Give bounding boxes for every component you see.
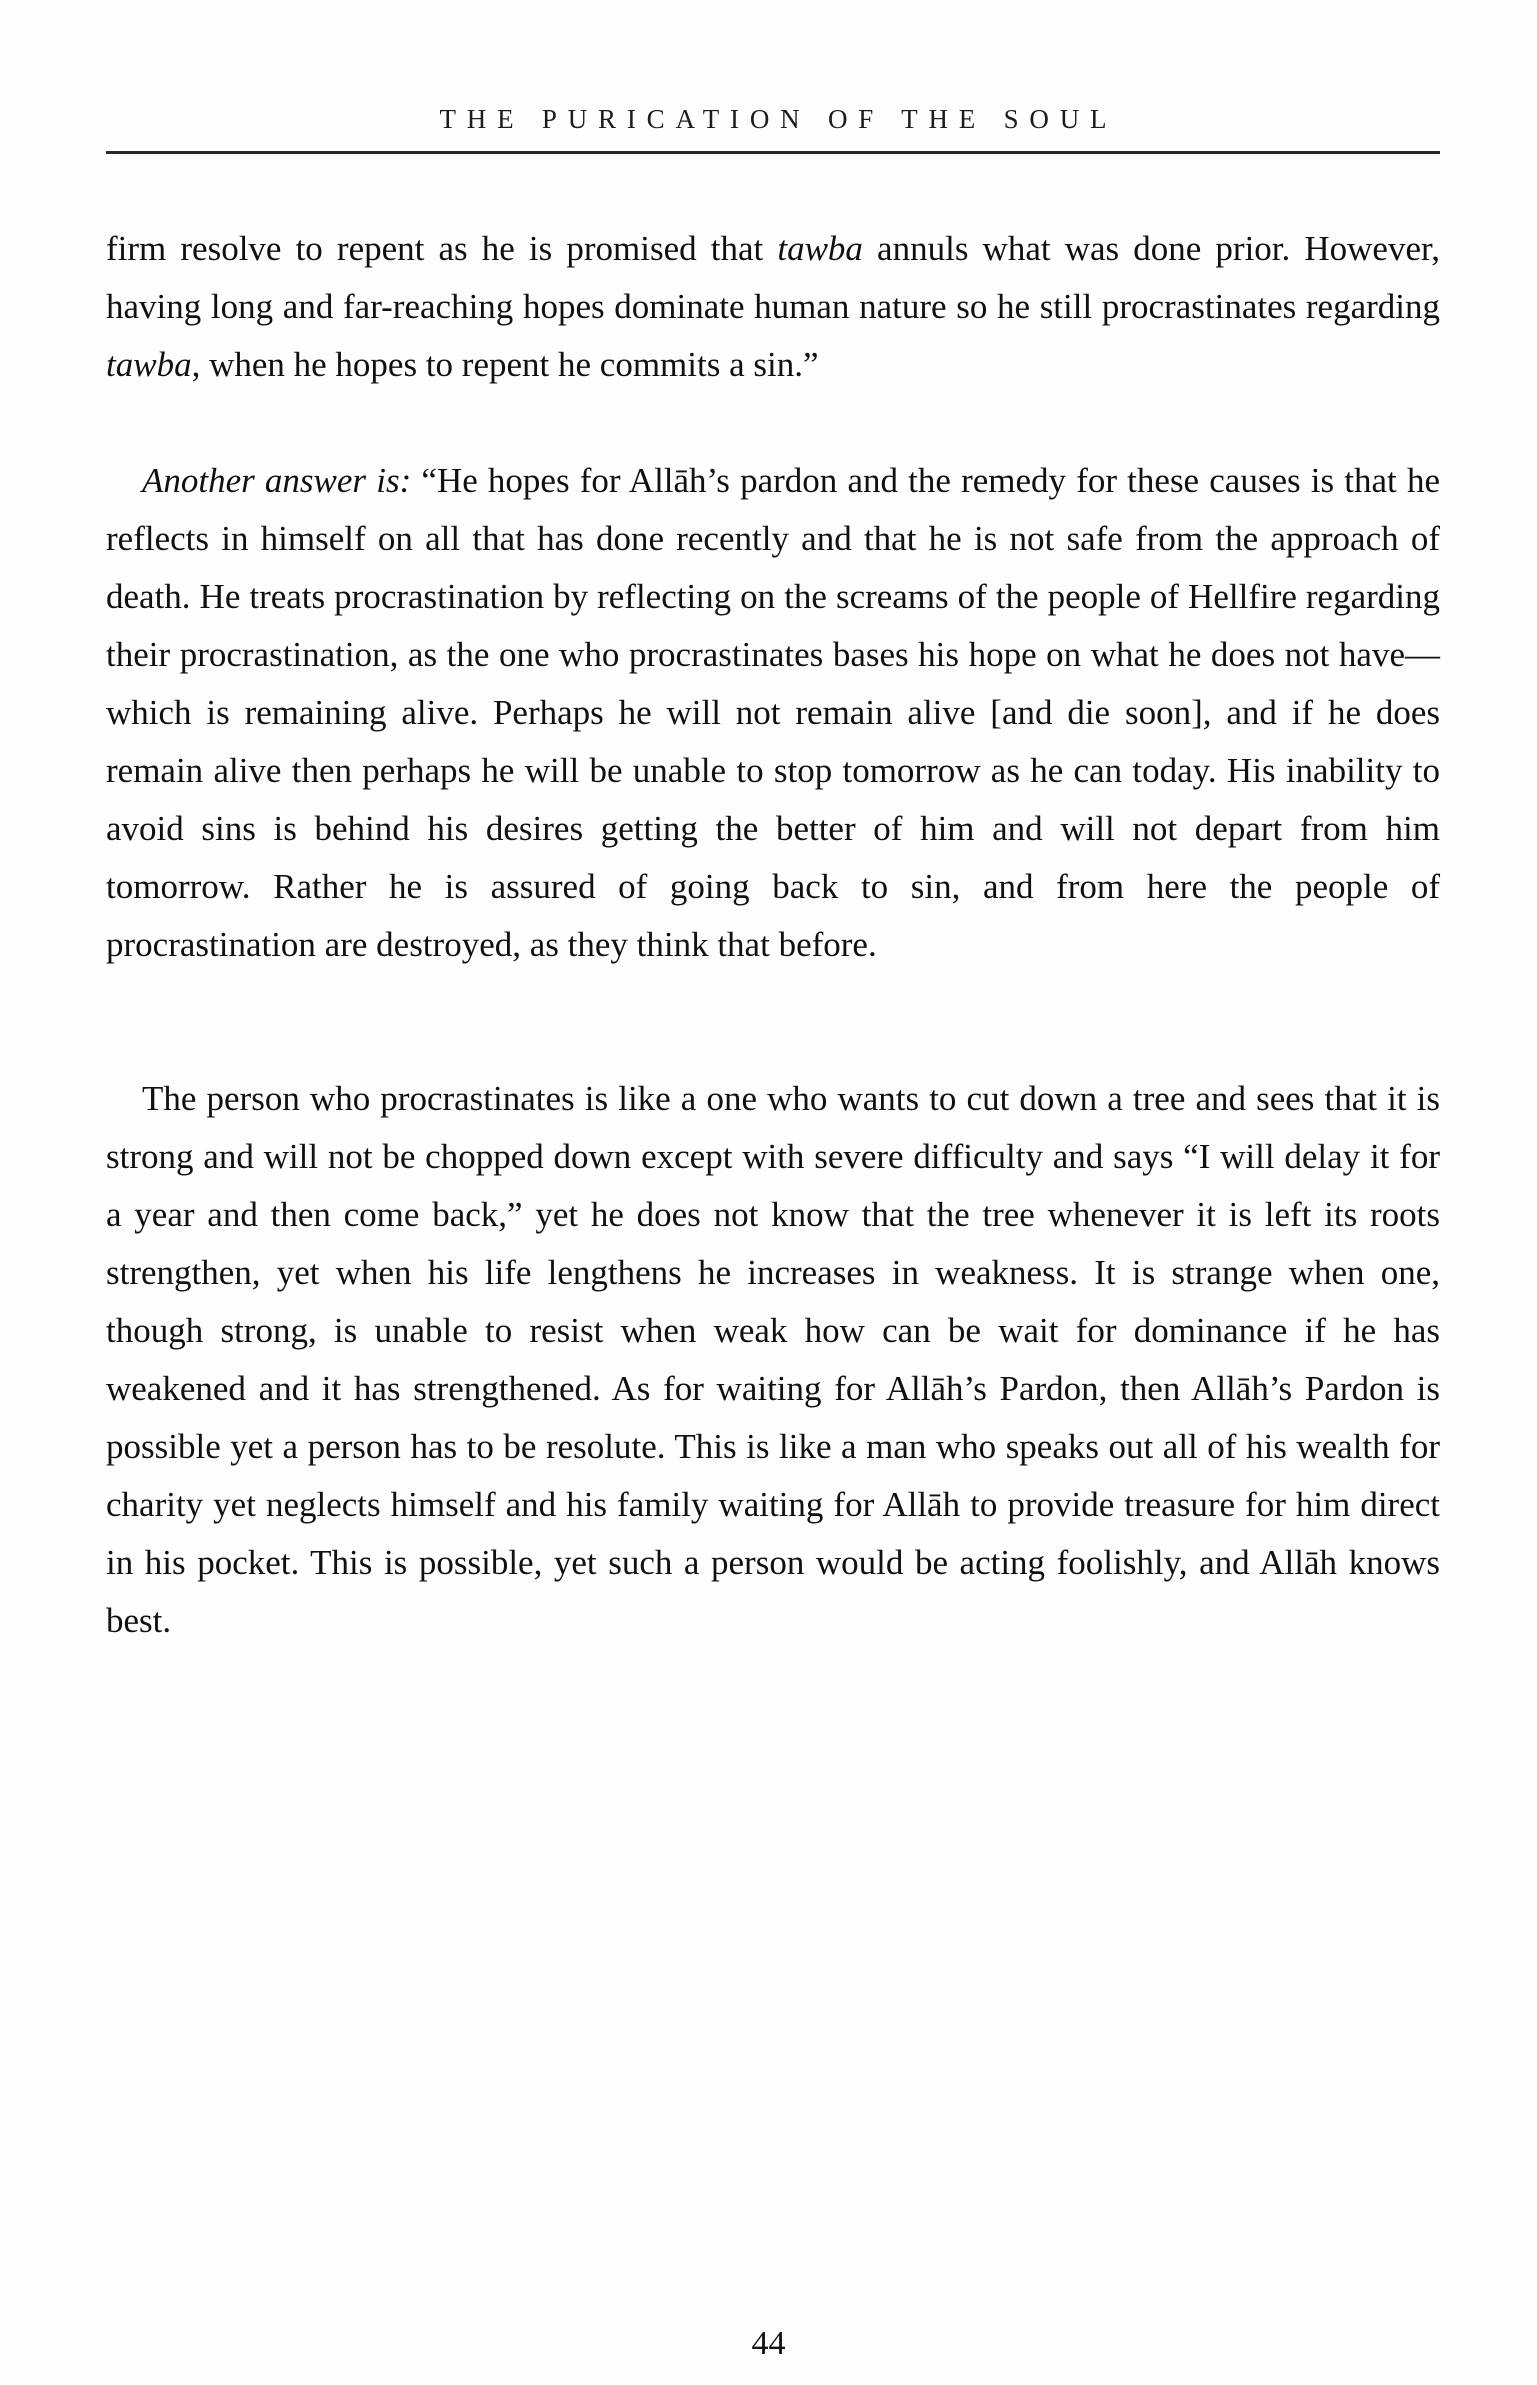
body-text <box>106 220 1440 1650</box>
paragraph <box>106 220 1440 394</box>
header-rule <box>106 151 1440 154</box>
text-run: annuls what was done prior. However, having long and far-reaching hopes dominate human nature so he still procrastinates regarding <box>106 229 1441 326</box>
italic-term: tawba <box>777 229 863 268</box>
running-header-title: THE PURICATION OF THE SOUL <box>439 104 1118 134</box>
paragraph <box>106 452 1440 974</box>
italic-term: tawba <box>106 345 192 384</box>
paragraph <box>106 1070 1440 1650</box>
italic-term: Another answer is: <box>142 461 412 500</box>
text-run: The person who procrastinates is like a one who wants to cut down a tree and sees that it is strong and will not be chopped down except with severe difficulty and says “I will delay it for a year and then come back,” yet he does not know that the tree whenever it is left its roots strengthen, yet when his life lengthens he increases in weakness. It is strange when one, though strong, is unable to resist when weak how can be wait for dominance if he has weakened and it has strengthened. As for waiting for Allāh’s Pardon, then Allāh’s Pardon is possible yet a person has to be resolute. This is like a man who speaks out all of his wealth for charity yet neglects himself and his family waiting for Allāh to provide treasure for him direct in his pocket. This is possible, yet such a person would be acting foolishly, and Allāh knows best. <box>106 1079 1440 1640</box>
text-run: firm resolve to repent as he is promised that <box>106 229 778 268</box>
page-number: 44 <box>751 2325 786 2362</box>
text-run: “He hopes for Allāh’s pardon and the remedy for these causes is that he reflects in himself on all that has done recently and that he is not safe from the approach of death. He treats procrastination by reflecting on the screams of the people of Hellfire regarding their procrastination, as the one who procrastinates bases his hope on what he does not have—which is remaining alive. Perhaps he will not remain alive [and die soon], and if he does remain alive then perhaps he will be unable to stop tomorrow as he can today. His inability to avoid sins is behind his desires getting the better of him and will not depart from him tomorrow. Rather he is assured of going back to sin, and from here the people of procrastination are destroyed, as they think that before. <box>106 461 1440 964</box>
text-run: , when he hopes to repent he commits a sin.” <box>191 345 819 384</box>
